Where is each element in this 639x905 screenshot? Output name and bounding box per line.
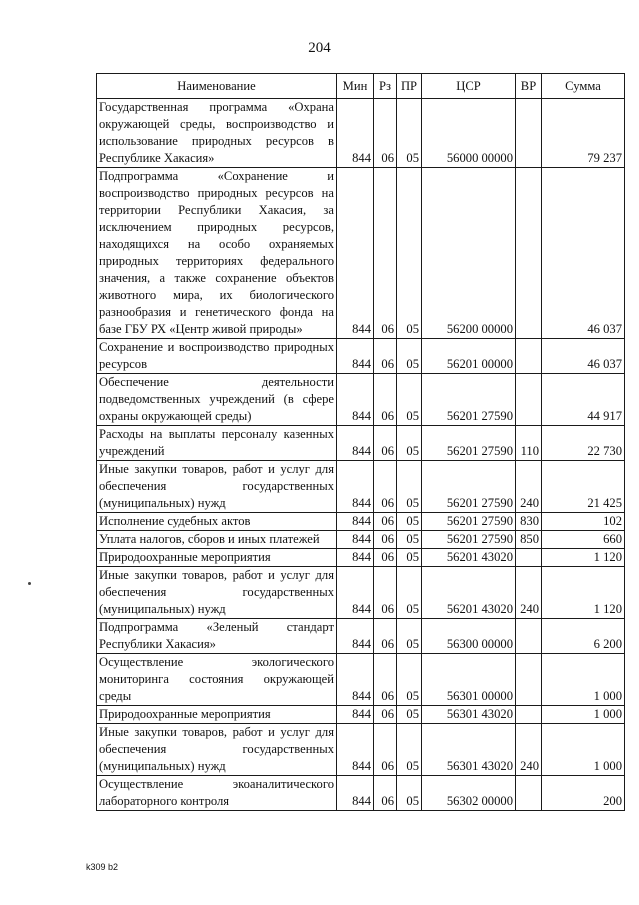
row-sum: 22 730: [542, 426, 625, 461]
row-vr: [516, 706, 542, 724]
row-vr: [516, 654, 542, 706]
row-name: Обеспечение деятельности подведомственных учреждений (в сфере охраны окружающей среды): [97, 374, 337, 426]
row-min: 844: [337, 654, 374, 706]
row-vr: [516, 339, 542, 374]
row-min: 844: [337, 99, 374, 168]
row-sum: 1 120: [542, 549, 625, 567]
row-pr: 05: [397, 168, 422, 339]
row-min: 844: [337, 374, 374, 426]
row-name: Природоохранные мероприятия: [97, 549, 337, 567]
budget-table: [96, 73, 625, 811]
row-rz: 06: [374, 619, 397, 654]
footer-code: k309 b2: [86, 862, 119, 872]
table-row: [97, 706, 625, 724]
row-min: 844: [337, 724, 374, 776]
column-header-name: Наименование: [97, 74, 337, 99]
row-pr: 05: [397, 513, 422, 531]
table-row: [97, 513, 625, 531]
row-csr: 56201 00000: [422, 339, 516, 374]
row-csr: 56301 00000: [422, 654, 516, 706]
row-vr: 850: [516, 531, 542, 549]
row-vr: 240: [516, 461, 542, 513]
table-row: [97, 776, 625, 811]
row-name: Уплата налогов, сборов и иных платежей: [97, 531, 337, 549]
row-pr: 05: [397, 567, 422, 619]
row-name: Осуществление экологического мониторинга состояния окружающей среды: [97, 654, 337, 706]
row-name: Природоохранные мероприятия: [97, 706, 337, 724]
row-min: 844: [337, 531, 374, 549]
row-sum: 46 037: [542, 168, 625, 339]
row-pr: 05: [397, 461, 422, 513]
row-name: Иные закупки товаров, работ и услуг для обеспечения государственных (муниципальных) нужд: [97, 461, 337, 513]
row-min: 844: [337, 339, 374, 374]
row-rz: 06: [374, 776, 397, 811]
table-row: [97, 168, 625, 339]
row-sum: 660: [542, 531, 625, 549]
row-name: Сохранение и воспроизводство природных ресурсов: [97, 339, 337, 374]
row-name: Расходы на выплаты персоналу казенных учреждений: [97, 426, 337, 461]
row-csr: 56302 00000: [422, 776, 516, 811]
table-header-row: [97, 74, 625, 99]
column-header-pr: ПР: [397, 74, 422, 99]
row-min: 844: [337, 706, 374, 724]
row-min: 844: [337, 461, 374, 513]
row-rz: 06: [374, 654, 397, 706]
row-sum: 200: [542, 776, 625, 811]
table-row: [97, 461, 625, 513]
row-vr: [516, 99, 542, 168]
row-csr: 56201 27590: [422, 374, 516, 426]
row-csr: 56000 00000: [422, 99, 516, 168]
row-sum: 1 000: [542, 724, 625, 776]
row-pr: 05: [397, 549, 422, 567]
row-sum: 6 200: [542, 619, 625, 654]
row-min: 844: [337, 168, 374, 339]
row-csr: 56201 43020: [422, 549, 516, 567]
row-min: 844: [337, 426, 374, 461]
page-number: 204: [308, 40, 331, 56]
row-name: Подпрограмма «Сохранение и воспроизводство природных ресурсов на территории Республики Хакасия, за исключением природных ресурсов, находящихся на особо охраняемых природных территориях федерального значения, а также сохранение объектов животного мира, их биологического разнообразия и генетического фонда на базе ГБУ РХ «Центр живой природы»: [97, 168, 337, 339]
row-min: 844: [337, 513, 374, 531]
row-csr: 56201 27590: [422, 461, 516, 513]
table-row: [97, 339, 625, 374]
row-name: Подпрограмма «Зеленый стандарт Республики Хакасия»: [97, 619, 337, 654]
row-rz: 06: [374, 374, 397, 426]
table-row: [97, 654, 625, 706]
row-vr: 240: [516, 567, 542, 619]
row-rz: 06: [374, 461, 397, 513]
row-rz: 06: [374, 706, 397, 724]
row-sum: 1 000: [542, 654, 625, 706]
row-vr: [516, 549, 542, 567]
row-vr: [516, 168, 542, 339]
row-pr: 05: [397, 654, 422, 706]
row-rz: 06: [374, 724, 397, 776]
row-rz: 06: [374, 99, 397, 168]
row-vr: [516, 619, 542, 654]
table-row: [97, 619, 625, 654]
table-row: [97, 531, 625, 549]
row-name: Иные закупки товаров, работ и услуг для обеспечения государственных (муниципальных) нужд: [97, 724, 337, 776]
row-pr: 05: [397, 339, 422, 374]
row-min: 844: [337, 567, 374, 619]
row-vr: 830: [516, 513, 542, 531]
column-header-sum: Сумма: [542, 74, 625, 99]
row-min: 844: [337, 549, 374, 567]
row-vr: 240: [516, 724, 542, 776]
row-sum: 46 037: [542, 339, 625, 374]
row-rz: 06: [374, 168, 397, 339]
table-row: [97, 549, 625, 567]
row-pr: 05: [397, 776, 422, 811]
row-vr: [516, 374, 542, 426]
scan-speck: [28, 582, 31, 585]
row-pr: 05: [397, 426, 422, 461]
row-csr: 56201 43020: [422, 567, 516, 619]
column-header-vr: ВР: [516, 74, 542, 99]
row-rz: 06: [374, 549, 397, 567]
row-rz: 06: [374, 531, 397, 549]
column-header-min: Мин: [337, 74, 374, 99]
row-csr: 56300 00000: [422, 619, 516, 654]
row-csr: 56200 00000: [422, 168, 516, 339]
row-csr: 56201 27590: [422, 531, 516, 549]
row-csr: 56201 27590: [422, 426, 516, 461]
row-pr: 05: [397, 706, 422, 724]
row-name: Осуществление экоаналитического лабораторного контроля: [97, 776, 337, 811]
row-name: Государственная программа «Охрана окружающей среды, воспроизводство и использование природных ресурсов в Республике Хакасия»: [97, 99, 337, 168]
row-rz: 06: [374, 339, 397, 374]
table-row: [97, 426, 625, 461]
row-csr: 56201 27590: [422, 513, 516, 531]
row-sum: 79 237: [542, 99, 625, 168]
table-row: [97, 567, 625, 619]
row-min: 844: [337, 776, 374, 811]
row-pr: 05: [397, 531, 422, 549]
row-pr: 05: [397, 724, 422, 776]
row-rz: 06: [374, 513, 397, 531]
row-name: Иные закупки товаров, работ и услуг для обеспечения государственных (муниципальных) нужд: [97, 567, 337, 619]
column-header-rz: Рз: [374, 74, 397, 99]
row-sum: 21 425: [542, 461, 625, 513]
row-sum: 102: [542, 513, 625, 531]
row-vr: [516, 776, 542, 811]
row-sum: 1 000: [542, 706, 625, 724]
column-header-csr: ЦСР: [422, 74, 516, 99]
row-sum: 44 917: [542, 374, 625, 426]
row-csr: 56301 43020: [422, 706, 516, 724]
row-rz: 06: [374, 567, 397, 619]
row-rz: 06: [374, 426, 397, 461]
table-row: [97, 99, 625, 168]
row-csr: 56301 43020: [422, 724, 516, 776]
row-name: Исполнение судебных актов: [97, 513, 337, 531]
row-vr: 110: [516, 426, 542, 461]
row-sum: 1 120: [542, 567, 625, 619]
row-pr: 05: [397, 374, 422, 426]
table-row: [97, 724, 625, 776]
row-pr: 05: [397, 99, 422, 168]
row-pr: 05: [397, 619, 422, 654]
row-min: 844: [337, 619, 374, 654]
table-row: [97, 374, 625, 426]
